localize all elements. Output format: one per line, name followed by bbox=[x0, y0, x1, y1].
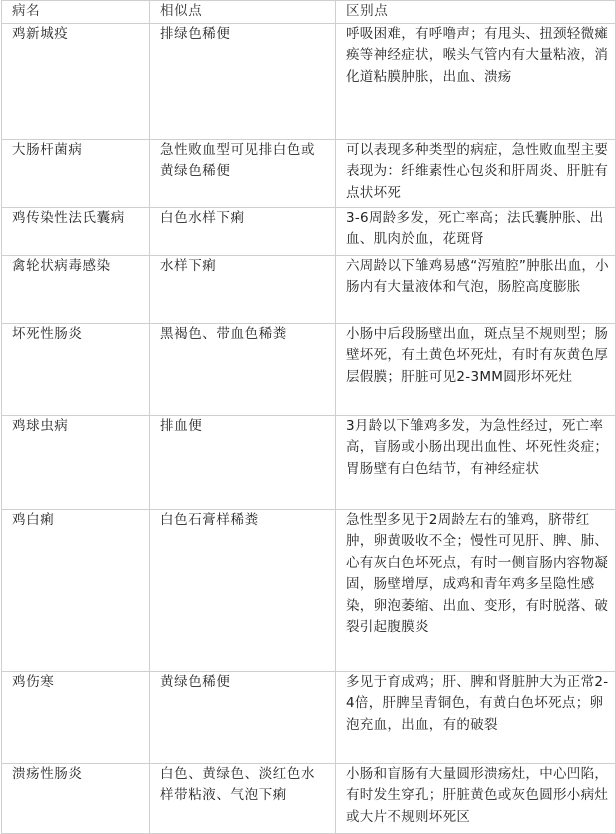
disease-name-cell: 禽轮状病毒感染 bbox=[2, 255, 150, 323]
table-row bbox=[2, 415, 616, 509]
difference-cell: 3月龄以下雏鸡多发，为急性经过，死亡率高，盲肠或小肠出现出血性、坏死性炎症；胃肠壁有白色结节，有神经症状 bbox=[336, 415, 616, 509]
header-similarity: 相似点 bbox=[150, 1, 336, 24]
table-row bbox=[2, 207, 616, 255]
table-row bbox=[2, 509, 616, 671]
table-row bbox=[2, 763, 616, 833]
disease-name-cell: 鸡伤寒 bbox=[2, 671, 150, 763]
difference-cell: 可以表现多种类型的病症，急性败血型主要表现为：纤维素性心包炎和肝周炎、肝脏有点状坏死 bbox=[336, 139, 616, 207]
disease-name-cell: 大肠杆菌病 bbox=[2, 139, 150, 207]
similarity-cell: 白色水样下痢 bbox=[150, 207, 336, 255]
similarity-cell: 排绿色稀便 bbox=[150, 23, 336, 139]
table-row bbox=[2, 671, 616, 763]
header-disease-name: 病名 bbox=[2, 1, 150, 24]
difference-cell: 3-6周龄多发，死亡率高；法氏囊肿胀、出血、肌肉於血，花斑肾 bbox=[336, 207, 616, 255]
table-row bbox=[2, 23, 616, 139]
table-header-row bbox=[2, 1, 616, 24]
disease-name-cell: 鸡传染性法氏囊病 bbox=[2, 207, 150, 255]
similarity-cell: 水样下痢 bbox=[150, 255, 336, 323]
difference-cell: 多见于育成鸡；肝、脾和肾脏肿大为正常2-4倍，肝脾呈青铜色，有黄白色坏死点；卵泡充血，出血，有的破裂 bbox=[336, 671, 616, 763]
disease-name-cell: 鸡球虫病 bbox=[2, 415, 150, 509]
table-row bbox=[2, 139, 616, 207]
similarity-cell: 黄绿色稀便 bbox=[150, 671, 336, 763]
similarity-cell: 排血便 bbox=[150, 415, 336, 509]
disease-name-cell: 鸡白痢 bbox=[2, 509, 150, 671]
disease-name-cell: 坏死性肠炎 bbox=[2, 323, 150, 415]
difference-cell: 六周龄以下雏鸡易感“泻殖腔”肿胀出血，小肠内有大量液体和气泡，肠腔高度膨胀 bbox=[336, 255, 616, 323]
disease-name-cell: 溃疡性肠炎 bbox=[2, 763, 150, 833]
difference-cell: 小肠中后段肠壁出血，斑点呈不规则型；肠壁坏死，有土黄色坏死灶，有时有灰黄色厚层假膜；肝脏可见2-3MM圆形坏死灶 bbox=[336, 323, 616, 415]
difference-cell: 小肠和盲肠有大量圆形溃疡灶，中心凹陷，有时发生穿孔；肝脏黄色或灰色圆形小病灶或大片不规则坏死区 bbox=[336, 763, 616, 833]
disease-name-cell: 鸡新城疫 bbox=[2, 23, 150, 139]
disease-comparison-table bbox=[1, 0, 616, 834]
header-difference: 区别点 bbox=[336, 1, 616, 24]
similarity-cell: 黑褐色、带血色稀粪 bbox=[150, 323, 336, 415]
difference-cell: 呼吸困难，有呼噜声；有甩头、扭颈轻微瘫痪等神经症状，喉头气管内有大量粘液，消化道粘膜肿胀，出血、溃疡 bbox=[336, 23, 616, 139]
table-row bbox=[2, 323, 616, 415]
similarity-cell: 白色、黄绿色、淡红色水样带粘液、气泡下痢 bbox=[150, 763, 336, 833]
difference-cell: 急性型多见于2周龄左右的雏鸡，脐带红肿，卵黄吸收不全；慢性可见肝、脾、肺、心有灰白色坏死点，有时一侧盲肠内容物凝固，肠壁增厚，成鸡和青年鸡多呈隐性感染，卵泡萎缩、出血、变形，有时脱落、破裂引起腹膜炎 bbox=[336, 509, 616, 671]
similarity-cell: 白色石膏样稀粪 bbox=[150, 509, 336, 671]
table-row bbox=[2, 255, 616, 323]
similarity-cell: 急性败血型可见排白色或黄绿色稀便 bbox=[150, 139, 336, 207]
